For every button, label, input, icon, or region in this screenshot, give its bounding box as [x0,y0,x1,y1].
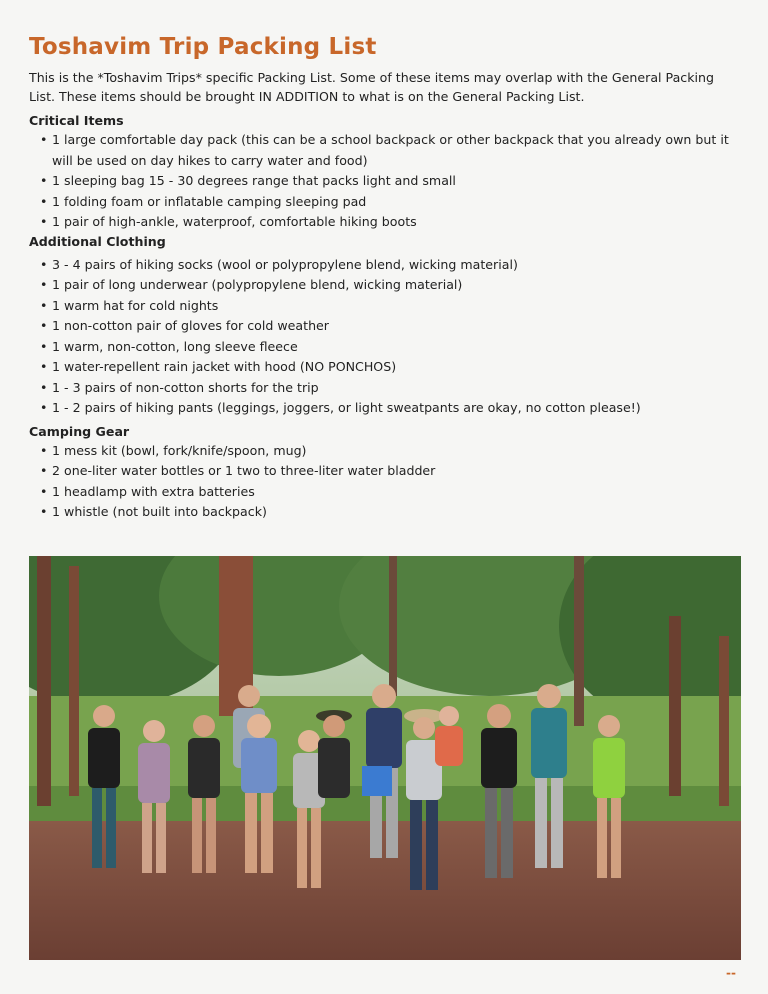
packing-list-document [29,34,741,523]
section-critical-items [29,112,741,233]
item-list [29,441,741,523]
item-list [29,255,741,419]
list-item: • 1 whistle (not built into backpack) [40,502,741,523]
section-camping-gear [29,423,741,523]
list-item: • 1 folding foam or inflatable camping sleeping pad [40,192,741,213]
section-additional-clothing [29,233,741,419]
section-heading: Additional Clothing [29,233,166,249]
section-heading: Critical Items [29,113,124,128]
list-item: • 1 warm hat for cold nights [40,296,741,317]
list-item: • 1 non-cotton pair of gloves for cold weather [40,316,741,337]
list-item: • 1 - 3 pairs of non-cotton shorts for the trip [40,378,741,399]
list-item: • 1 - 2 pairs of hiking pants (leggings, joggers, or light sweatpants are okay, no cotton please!) [40,398,741,419]
list-item: • 1 pair of long underwear (polypropylene blend, wicking material) [40,275,741,296]
list-item: • 1 mess kit (bowl, fork/knife/spoon, mug) [40,441,741,462]
list-item: • 2 one-liter water bottles or 1 two to three-liter water bladder [40,461,741,482]
list-item: • 1 headlamp with extra batteries [40,482,741,503]
list-item: • 1 large comfortable day pack (this can be a school backpack or other backpack that you already own but it will be used on day hikes to carry water and food) [40,130,741,171]
list-item: • 1 water-repellent rain jacket with hood (NO PONCHOS) [40,357,741,378]
list-item: • 1 warm, non-cotton, long sleeve fleece [40,337,741,358]
item-list [29,130,741,233]
list-item: • 3 - 4 pairs of hiking socks (wool or polypropylene blend, wicking material) [40,255,741,276]
intro-paragraph: This is the *Toshavim Trips* specific Packing List. Some of these items may overlap with the General Packing List. These items should be brought IN ADDITION to what is on the General Packing List. [29,70,714,104]
group-hiking-photo [29,556,741,960]
page-footer-mark: -- [726,966,736,980]
list-item: • 1 pair of high-ankle, waterproof, comfortable hiking boots [40,212,741,233]
list-item: • 1 sleeping bag 15 - 30 degrees range that packs light and small [40,171,741,192]
section-heading: Camping Gear [29,423,130,439]
page-title: Toshavim Trip Packing List [29,34,377,60]
